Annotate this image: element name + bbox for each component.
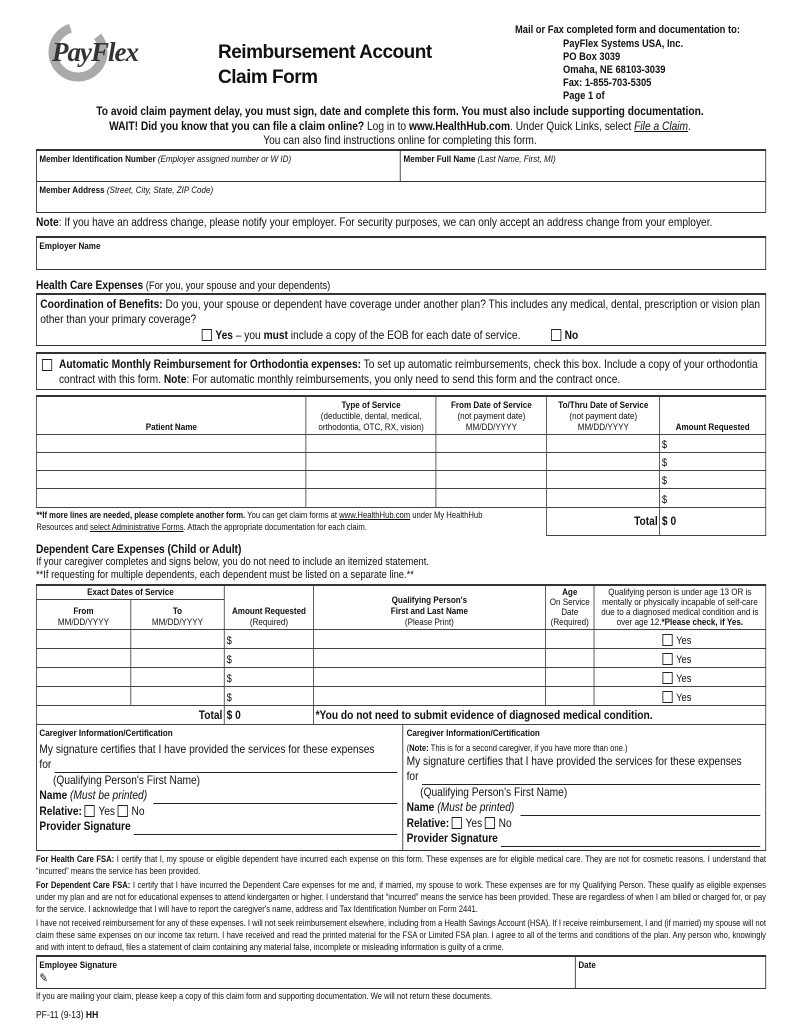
table-row: $ Yes bbox=[36, 668, 765, 687]
dependent-expense-table: Exact Dates of Service Amount Requested (Required) Qualifying Person's First and Last Name (Please Print) Age On Service Date (Required) Qualifying person is under age 13 OR is mentally or physically incapable of self-care due to a diagnosed medical condition and is over age 12.*Please check, if Yes. From MM/DD/YYYY To MM/DD/YYYY $ Yes $ Yes $ Yes $ Yes Total $ 0 *You do not need to submit evidence of diagnosed medical condition. bbox=[36, 584, 766, 726]
qualifying-yes-checkbox[interactable] bbox=[663, 653, 673, 665]
total-value: $ 0 bbox=[660, 507, 766, 535]
dependent-total-value: $ 0 bbox=[225, 706, 314, 725]
mail-heading: Mail or Fax completed form and documentation to: bbox=[515, 24, 740, 36]
total-label: Total bbox=[547, 507, 660, 535]
dependent-total-label: Total bbox=[36, 706, 224, 725]
caregiver-2-name-field[interactable] bbox=[521, 804, 761, 816]
member-box bbox=[36, 149, 766, 213]
form-title: Reimbursement Account Claim Form bbox=[218, 42, 432, 88]
table-row: $ bbox=[36, 452, 765, 470]
address-note: Note: If you have an address change, please notify your employer. For security purposes, we can only accept an address change from your employer. bbox=[36, 215, 713, 229]
caregiver-1-relative-no[interactable] bbox=[118, 805, 128, 817]
caregiver-2-for-field[interactable] bbox=[422, 773, 760, 785]
cob-yes-checkbox[interactable] bbox=[202, 329, 212, 341]
payflex-logo: PayFlex bbox=[38, 22, 168, 82]
patient-expense-table: Patient Name Type of Service (deductible, dental, medical, orthodontia, OTC, RX, vision) From Date of Service (not payment date) MM/DD/YYYY To/Thru Date of Service (not payment date) MM/DD/YYYY Amount Requested $ $ $ $ **If more lines are needed, please complete another form. You can get claim forms at www.HealthHub.com under My HealthHub Resources and select Administrative Forms. Attach the appropriate documentation for each claim. Total $ 0 bbox=[36, 395, 766, 536]
member-address-field[interactable]: Member Address (Street, City, State, ZIP Code) bbox=[39, 185, 214, 196]
employer-name-field[interactable]: Employer Name bbox=[36, 236, 766, 270]
caregiver-1-relative-yes[interactable] bbox=[85, 805, 95, 817]
healthhub-forms-link[interactable]: www.HealthHub.com bbox=[339, 509, 411, 520]
signature-box bbox=[36, 955, 766, 989]
caregiver-2-relative-yes[interactable] bbox=[452, 817, 462, 829]
file-claim-link[interactable]: File a Claim bbox=[634, 118, 689, 133]
intro: To avoid claim payment delay, you must sign, date and complete this form. You must also include supporting documentation. WAIT! Did you know that you can file a claim online? Log in to www.HealthHub.com. Under Quick Links, select File a Claim. You can also find instructions online for completing this form. bbox=[96, 104, 704, 147]
form-code: PF-11 (9-13) HH bbox=[36, 1009, 99, 1021]
table-row: $ bbox=[36, 434, 765, 452]
orthodontia-checkbox[interactable] bbox=[42, 359, 52, 371]
pen-icon: ✎ bbox=[39, 970, 48, 985]
more-lines-note: **If more lines are needed, please complete another form. You can get claim forms at www.HealthHub.com under My HealthHub Resources and select Administrative Forms. Attach the appropriate documentation for each claim. bbox=[36, 509, 483, 532]
caregiver-1-name-field[interactable] bbox=[153, 792, 397, 804]
health-care-heading: Health Care Expenses (For you, your spouse and your dependents) bbox=[36, 278, 331, 292]
table-row: $ Yes bbox=[36, 687, 765, 706]
caregiver-1: Caregiver Information/Certification My signature certifies that I have provided the services for these expenses for (Qualifying Person's First Name) Name (Must be printed) Relative: Yes No Provider Signature bbox=[37, 725, 403, 850]
evidence-note: *You do not need to submit evidence of diagnosed medical condition. bbox=[313, 706, 765, 725]
mail-address: PayFlex Systems USA, Inc. PO Box 3039 Omaha, NE 68103-3039 Fax: 1-855-703-5305 Page 1 of bbox=[563, 38, 684, 102]
member-id-field[interactable]: Member Identification Number (Employer assigned number or W ID) bbox=[37, 151, 401, 181]
coordination-of-benefits-box: Coordination of Benefits: Do you, your spouse or dependent have coverage under another plan? This includes any medical, dental, prescription or vision plan other than your primary coverage? Yes – you must include a copy of the EOB for each date of service. No bbox=[36, 293, 766, 346]
caregiver-2-relative-no[interactable] bbox=[485, 817, 495, 829]
table-row: $ bbox=[36, 470, 765, 488]
caregiver-box bbox=[36, 725, 766, 851]
dependent-care-heading: Dependent Care Expenses (Child or Adult) bbox=[36, 541, 242, 556]
table-row: $ bbox=[36, 488, 765, 507]
certification-text: For Health Care FSA: I certify that I, my spouse or eligible dependent have incurred each expense on this form. These expenses are for eligible medical care. They are not for cosmetic reasons. I understand that “incurred” means the service has been provided. For Dependent Care FSA: I certify that I have incurred the Dependent Care expenses for me and, if married, my spouse to work. These expenses are for my Qualifying Person. These qualify as eligible expenses under my plan and are not for educational expenses to attend kindergarten or higher. I understand that “incurred” means the service has been provided. These are regardless of when I am billed or charged for, or pay for the service. I acknowledge that I will have to report the caregiver's name, address and Tax Identification Number on Form 2441. I have not received reimbursement for any of these expenses. I will not seek reimbursement elsewhere, including from a Health Savings Account (HSA). If I receive reimbursement, I and (if married) my spouse will not claim these same expenses on our income tax return. I have received and read the printed material for the FSA or Limited FSA plan. I agree to all of the terms and conditions of the plan. Any person who, knowingly and with intent to defraud, files a statement of claim containing any material false, incomplete or misleading information is guilty of a crime. bbox=[36, 853, 766, 952]
qualifying-yes-checkbox[interactable] bbox=[663, 634, 673, 646]
qualifying-yes-checkbox[interactable] bbox=[663, 672, 673, 684]
table-row: $ Yes bbox=[36, 630, 765, 649]
cob-no-checkbox[interactable] bbox=[551, 329, 561, 341]
caregiver-1-for-field[interactable] bbox=[55, 761, 398, 773]
mailing-note: If you are mailing your claim, please keep a copy of this claim form and supporting documentation. We will not return these documents. bbox=[36, 990, 493, 1001]
date-field[interactable]: Date bbox=[578, 959, 596, 971]
qualifying-yes-checkbox[interactable] bbox=[663, 691, 673, 703]
member-name-field[interactable]: Member Full Name (Last Name, First, MI) bbox=[403, 154, 556, 165]
orthodontia-box: Automatic Monthly Reimbursement for Orthodontia expenses: To set up automatic reimbursements, check this box. Include a copy of your orthodontia contract with this form. Note: For automatic monthly reimbursements, you only need to send this form and the contract once. bbox=[36, 352, 766, 390]
caregiver-2-signature-field[interactable] bbox=[501, 835, 760, 847]
form-body: Member Identification Number (Employer assigned number or W ID) Member Full Name (Last Name, First, MI) Member Address (Street, City, State, ZIP Code) Note: If you have an address change, please notify your employer. For security purposes, we can only accept an address change from your employer. Employer Name Health Care Expenses (For you, your spouse and your dependents) Coordination of Benefits: Do you, your spouse or dependent have coverage under another plan? This includes any medical, dental, prescription or vision plan other than your primary coverage? Yes – you must include a copy of the EOB for each date of service. No Automatic Monthly Reimbursement for Orthodontia expenses: To set up automatic reimbursements, check this box. Include a copy of your orthodontia contract with this form. Note: For automatic monthly reimbursements, you only need to send this form and the contract once. Patient Name Type of Service (deductible, dental, medical, orthodontia, OTC, RX, vision) From Date of Service (not payment date) MM/DD/YYYY To/Thru Date of Service (not payment date) MM/DD/YYYY Amount Requested $ $ $ $ **If more lines are needed, please complete another form. You can get claim forms at www.HealthHub.com under My HealthHub Resources and select Administrative Forms. Attach the appropriate documentation for each claim. Total $ 0 Dependent Care Expenses (Child or Adult) If your caregiver completes and signs below, you do not need to include an itemized statement. **If requesting for multiple dependents, each dependent must be listed on a separate line.** Exact Dates of Service Amount Requested (Required) Qualifying Person's First and Last Name (Please Print) Age On Service Date (Required) Qualifying person is under age 13 OR is mentally or physically incapable of self-care due to a diagnosed medical condition and is over age 12.*Please check, if Yes. From MM/DD/YYYY To MM/DD/YYYY $ Yes $ Yes $ Yes $ Yes Total $ 0 *You do not need to submit evidence of diagnosed medical condition. Caregiver Information/Certification My signature certifies that I have provided the services for these expenses for (Qualifying Person's First Name) Name (Must be printed) Relative: Yes No Provider Signature Caregiver Information/Certification (Note: This is for a second caregiver, if you have more than one.) My signature certifies that I have provided the services for these expenses for (Qualifying Person's First Name) Name (Must be printed) Relative: Yes No Provider Signature For Health Care FSA: I certify that I, my spouse or eligible dependent have incurred each expense on this form. These expenses are for eligible medical care. They are not for cosmetic reasons. I understand that “incurred” means the service has been provided. For Dependent Care FSA: I certify that I have incurred the Dependent Care expenses for me and, if married, my spouse to work. These expenses are for my Qualifying Person. These qualify as eligible expenses under my plan and are not for educational expenses to attend kindergarten or higher. I understand that “incurred” means the service has been provided. These are regardless of when I am billed or charged for, or pay for the service. I acknowledge that I will have to report the caregiver's name, address and Tax Identification Number on Form 2441. I have not received reimbursement for any of these expenses. I will not seek reimbursement elsewhere, including from a Health Savings Account (HSA). If I receive reimbursement, I and (if married) my spouse will not claim these same expenses on our income tax return. I have received and read the printed material for the FSA or Limited FSA plan. I agree to all of the terms and conditions of the plan. Any person who, knowingly and with intent to defraud, files a statement of claim containing any material false, incomplete or misleading information is guilty of a crime. Employee Signature ✎ Date If you are mailing your claim, please keep a copy of this claim form and supporting documentation. We will not return these documents. PF-11 (9-13) HH bbox=[36, 149, 766, 1022]
caregiver-2: Caregiver Information/Certification (Note: This is for a second caregiver, if you have more than one.) My signature certifies that I have provided the services for these expenses for (Qualifying Person's First Name) Name (Must be printed) Relative: Yes No Provider Signature bbox=[403, 725, 765, 850]
table-row: $ Yes bbox=[36, 649, 765, 668]
employee-signature-field[interactable]: Employee Signature ✎ bbox=[37, 957, 576, 988]
caregiver-1-signature-field[interactable] bbox=[134, 823, 397, 835]
healthhub-link[interactable]: www.HealthHub.com bbox=[408, 118, 511, 133]
